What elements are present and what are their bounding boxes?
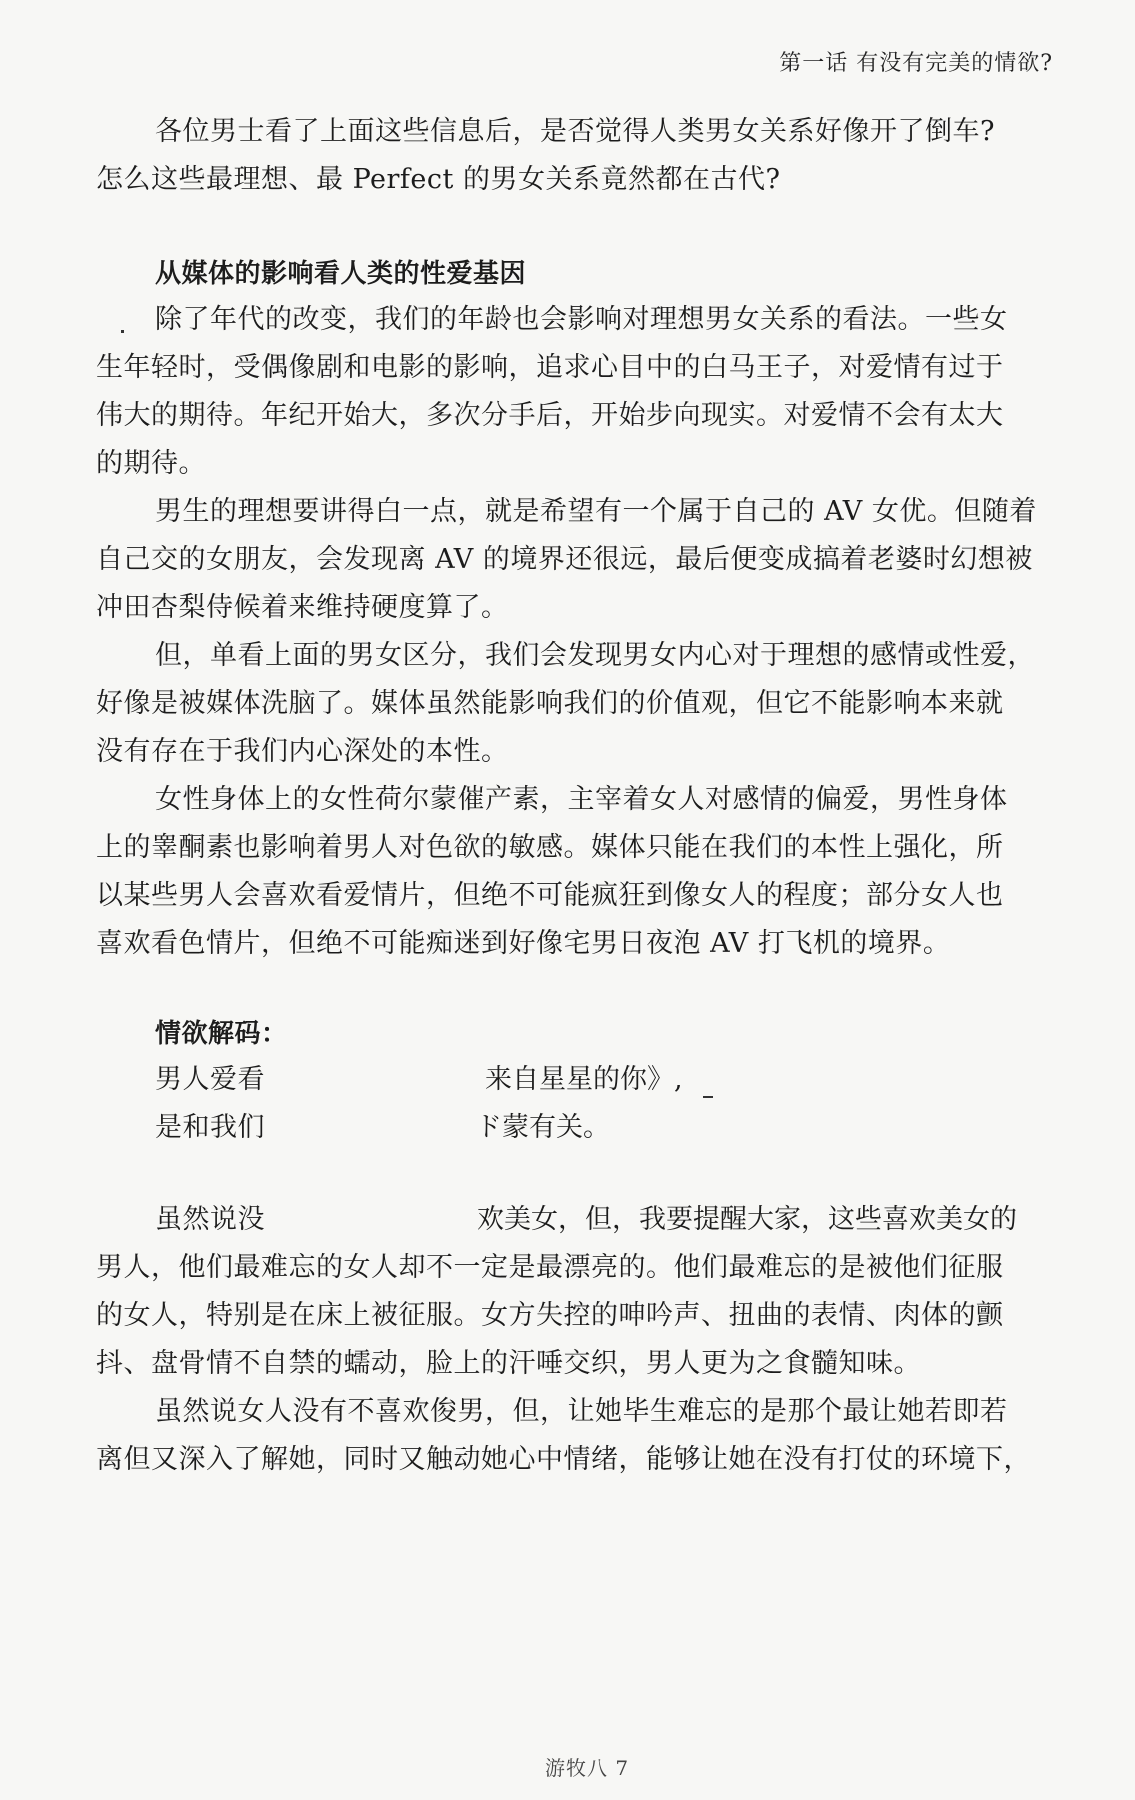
paragraph-line: 的期待。 [96, 448, 206, 479]
paragraph-line: 女性身体上的女性荷尔蒙催产素，主宰着女人对感情的偏爱，男性身体 [155, 784, 1008, 815]
paragraph-line: 以某些男人会喜欢看爱情片，但绝不可能疯狂到像女人的程度；部分女人也 [96, 880, 1004, 911]
decode-line-left: 是和我们 [155, 1112, 265, 1143]
scan-speck [703, 1096, 713, 1098]
paragraph-line: 但，单看上面的男女区分，我们会发现男女内心对于理想的感情或性爱， [155, 640, 1035, 671]
decode-line-right: 来自星星的你》, [485, 1064, 683, 1095]
paragraph-line: 上的睾酮素也影响着男人对色欲的敏感。媒体只能在我们的本性上强化，所 [96, 832, 1004, 863]
paragraph-line: 自己交的女朋友，会发现离 AV 的境界还很远，最后便变成搞着老婆时幻想被 [96, 544, 1033, 575]
section-heading: 从媒体的影响看人类的性爱基因 [155, 259, 527, 289]
paragraph-line: 喜欢看色情片，但绝不可能痴迷到好像宅男日夜泡 AV 打飞机的境界。 [96, 928, 951, 959]
paragraph-line: 怎么这些最理想、最 Perfect 的男女关系竟然都在古代? [96, 164, 781, 195]
paragraph-line: 各位男士看了上面这些信息后，是否觉得人类男女关系好像开了倒车? [155, 116, 995, 147]
paragraph-line: 伟大的期待。年纪开始大，多次分手后，开始步向现实。对爱情不会有太大 [96, 400, 1004, 431]
paragraph-line: 的女人，特别是在床上被征服。女方失控的呻吟声、扭曲的表情、肉体的颤 [96, 1300, 1004, 1331]
paragraph-line: 好像是被媒体洗脑了。媒体虽然能影响我们的价值观，但它不能影响本来就 [96, 688, 1004, 719]
running-head: 第一话 有没有完美的情欲? [779, 51, 1053, 76]
paragraph-line: 生年轻时，受偶像剧和电影的影响，追求心目中的白马王子，对爱情有过于 [96, 352, 1004, 383]
paragraph-line: 除了年代的改变，我们的年龄也会影响对理想男女关系的看法。一些女 [155, 304, 1008, 335]
decode-line-left: 男人爱看 [155, 1064, 265, 1095]
page-folio: 游牧八 7 [545, 1756, 630, 1780]
paragraph-line: 离但又深入了解她，同时又触动她心中情绪，能够让她在没有打仗的环境下， [96, 1444, 1031, 1475]
paragraph-line: 男生的理想要讲得白一点，就是希望有一个属于自己的 AV 女优。但随着 [155, 496, 1037, 527]
paragraph-line-right: 欢美女，但，我要提醒大家，这些喜欢美女的 [477, 1204, 1017, 1235]
paragraph-line: 没有存在于我们内心深处的本性。 [96, 736, 509, 767]
decode-line-right: ド蒙有关。 [475, 1112, 610, 1143]
paragraph-line: 虽然说女人没有不喜欢俊男，但，让她毕生难忘的是那个最让她若即若 [155, 1396, 1008, 1427]
paragraph-line: 男人，他们最难忘的女人却不一定是最漂亮的。他们最难忘的是被他们征服 [96, 1252, 1004, 1283]
paragraph-line: 抖、盘骨情不自禁的蠕动，脸上的汗唾交织，男人更为之食髓知味。 [96, 1348, 921, 1379]
paragraph-line: 冲田杏梨侍候着来维持硬度算了。 [96, 592, 509, 623]
paragraph-line-left: 虽然说没 [155, 1204, 265, 1235]
scan-speck [121, 330, 124, 333]
decode-heading: 情欲解码： [155, 1019, 288, 1049]
